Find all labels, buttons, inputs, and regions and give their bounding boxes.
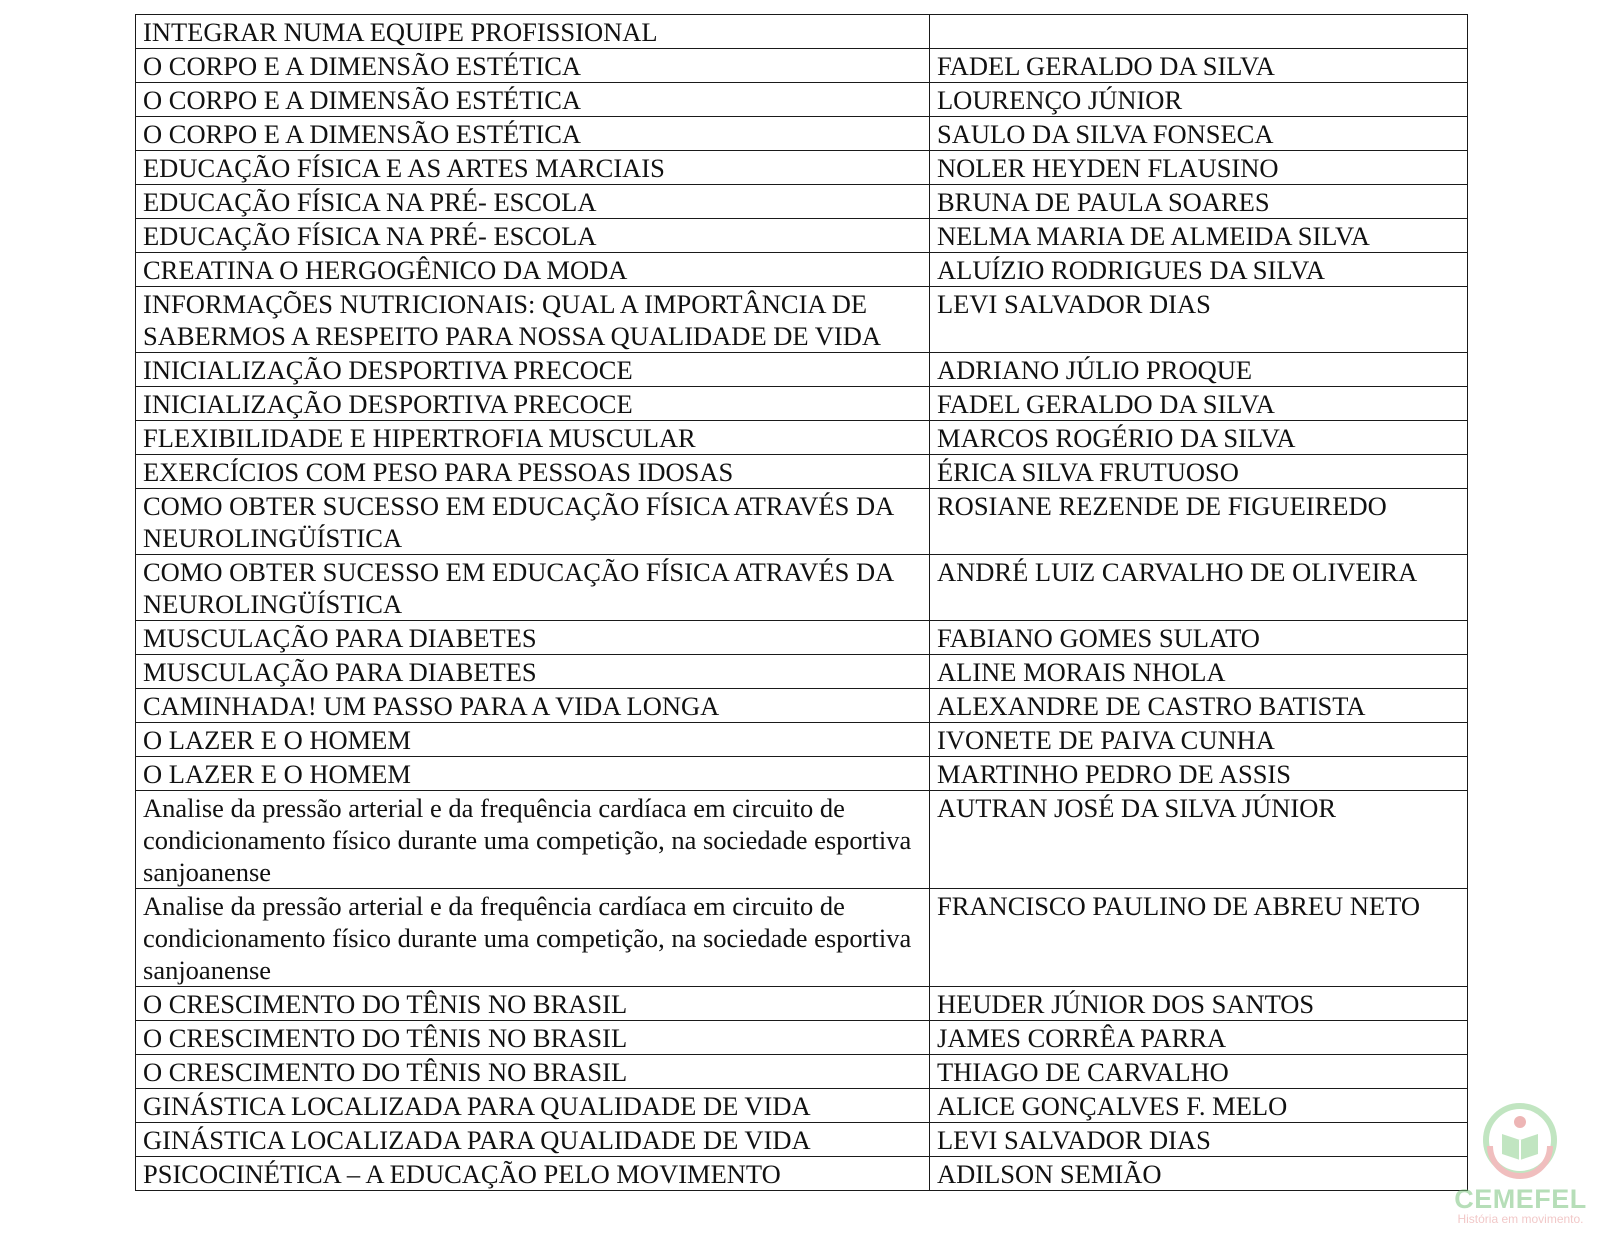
cell-title: O CORPO E A DIMENSÃO ESTÉTICA xyxy=(136,117,930,151)
table-row xyxy=(136,1021,1468,1055)
cell-title: EDUCAÇÃO FÍSICA E AS ARTES MARCIAIS xyxy=(136,151,930,185)
cell-author: FADEL GERALDO DA SILVA xyxy=(930,387,1468,421)
cell-author: FADEL GERALDO DA SILVA xyxy=(930,49,1468,83)
cell-title: INTEGRAR NUMA EQUIPE PROFISSIONAL xyxy=(136,15,930,49)
cell-title: O LAZER E O HOMEM xyxy=(136,757,930,791)
table-row xyxy=(136,791,1468,889)
cell-title: O LAZER E O HOMEM xyxy=(136,723,930,757)
cell-author: LEVI SALVADOR DIAS xyxy=(930,287,1468,353)
cell-author: HEUDER JÚNIOR DOS SANTOS xyxy=(930,987,1468,1021)
table-row xyxy=(136,489,1468,555)
watermark-name: CEMEFEL xyxy=(1454,1184,1587,1214)
cell-author: ALEXANDRE DE CASTRO BATISTA xyxy=(930,689,1468,723)
cell-title: INFORMAÇÕES NUTRICIONAIS: QUAL A IMPORTÂNCIA DE SABERMOS A RESPEITO PARA NOSSA QUALIDADE DE VIDA xyxy=(136,287,930,353)
cell-title: MUSCULAÇÃO PARA DIABETES xyxy=(136,655,930,689)
cell-author: LOURENÇO JÚNIOR xyxy=(930,83,1468,117)
cell-title: INICIALIZAÇÃO DESPORTIVA PRECOCE xyxy=(136,387,930,421)
table-row xyxy=(136,455,1468,489)
cell-author xyxy=(930,15,1468,49)
cell-title: EXERCÍCIOS COM PESO PARA PESSOAS IDOSAS xyxy=(136,455,930,489)
cell-author: FABIANO GOMES SULATO xyxy=(930,621,1468,655)
cell-title: O CRESCIMENTO DO TÊNIS NO BRASIL xyxy=(136,1021,930,1055)
cell-title: CAMINHADA! UM PASSO PARA A VIDA LONGA xyxy=(136,689,930,723)
cell-title: O CORPO E A DIMENSÃO ESTÉTICA xyxy=(136,83,930,117)
cell-author: ALUÍZIO RODRIGUES DA SILVA xyxy=(930,253,1468,287)
table-row xyxy=(136,723,1468,757)
table-row xyxy=(136,421,1468,455)
cell-title: Analise da pressão arterial e da frequência cardíaca em circuito de condicionamento físico durante uma competição, na sociedade esportiva sanjoanense xyxy=(136,889,930,987)
document-table xyxy=(135,14,1468,1191)
cell-author: IVONETE DE PAIVA CUNHA xyxy=(930,723,1468,757)
cell-author: ÉRICA SILVA FRUTUOSO xyxy=(930,455,1468,489)
cell-author: JAMES CORRÊA PARRA xyxy=(930,1021,1468,1055)
table-row xyxy=(136,621,1468,655)
table-row xyxy=(136,253,1468,287)
cemefel-watermark xyxy=(1448,1100,1593,1228)
cell-author: ALICE GONÇALVES F. MELO xyxy=(930,1089,1468,1123)
table-body xyxy=(136,15,1468,1191)
cell-author: AUTRAN JOSÉ DA SILVA JÚNIOR xyxy=(930,791,1468,889)
cell-title: Analise da pressão arterial e da frequência cardíaca em circuito de condicionamento físico durante uma competição, na sociedade esportiva sanjoanense xyxy=(136,791,930,889)
cell-author: ADILSON SEMIÃO xyxy=(930,1157,1468,1191)
book-reader-logo-icon xyxy=(1480,1100,1560,1180)
cell-author: ALINE MORAIS NHOLA xyxy=(930,655,1468,689)
table-row xyxy=(136,353,1468,387)
cell-author: NOLER HEYDEN FLAUSINO xyxy=(930,151,1468,185)
table-row xyxy=(136,83,1468,117)
table-row xyxy=(136,151,1468,185)
table-row xyxy=(136,387,1468,421)
cell-title: COMO OBTER SUCESSO EM EDUCAÇÃO FÍSICA ATRAVÉS DA NEUROLINGÜÍSTICA xyxy=(136,489,930,555)
table-row xyxy=(136,15,1468,49)
table-row xyxy=(136,1123,1468,1157)
cell-title: CREATINA O HERGOGÊNICO DA MODA xyxy=(136,253,930,287)
table-row xyxy=(136,219,1468,253)
cell-author: ADRIANO JÚLIO PROQUE xyxy=(930,353,1468,387)
table-row xyxy=(136,1089,1468,1123)
cell-title: GINÁSTICA LOCALIZADA PARA QUALIDADE DE VIDA xyxy=(136,1089,930,1123)
table-row xyxy=(136,689,1468,723)
cell-author: BRUNA DE PAULA SOARES xyxy=(930,185,1468,219)
cell-title: O CORPO E A DIMENSÃO ESTÉTICA xyxy=(136,49,930,83)
cell-author: FRANCISCO PAULINO DE ABREU NETO xyxy=(930,889,1468,987)
cell-title: MUSCULAÇÃO PARA DIABETES xyxy=(136,621,930,655)
cell-author: MARCOS ROGÉRIO DA SILVA xyxy=(930,421,1468,455)
cell-title: O CRESCIMENTO DO TÊNIS NO BRASIL xyxy=(136,987,930,1021)
cell-author: SAULO DA SILVA FONSECA xyxy=(930,117,1468,151)
cell-author: NELMA MARIA DE ALMEIDA SILVA xyxy=(930,219,1468,253)
cell-author: THIAGO DE CARVALHO xyxy=(930,1055,1468,1089)
table-row xyxy=(136,287,1468,353)
cell-title: PSICOCINÉTICA – A EDUCAÇÃO PELO MOVIMENTO xyxy=(136,1157,930,1191)
table-row xyxy=(136,1055,1468,1089)
table-row xyxy=(136,117,1468,151)
table-row xyxy=(136,49,1468,83)
cell-title: GINÁSTICA LOCALIZADA PARA QUALIDADE DE VIDA xyxy=(136,1123,930,1157)
cell-title: FLEXIBILIDADE E HIPERTROFIA MUSCULAR xyxy=(136,421,930,455)
cell-title: EDUCAÇÃO FÍSICA NA PRÉ- ESCOLA xyxy=(136,185,930,219)
cell-author: MARTINHO PEDRO DE ASSIS xyxy=(930,757,1468,791)
table-row xyxy=(136,889,1468,987)
table-row xyxy=(136,555,1468,621)
cell-author: ANDRÉ LUIZ CARVALHO DE OLIVEIRA xyxy=(930,555,1468,621)
table-row xyxy=(136,757,1468,791)
cell-author: ROSIANE REZENDE DE FIGUEIREDO xyxy=(930,489,1468,555)
watermark-tagline: História em movimento. xyxy=(1457,1212,1584,1226)
cell-title: COMO OBTER SUCESSO EM EDUCAÇÃO FÍSICA ATRAVÉS DA NEUROLINGÜÍSTICA xyxy=(136,555,930,621)
cell-title: INICIALIZAÇÃO DESPORTIVA PRECOCE xyxy=(136,353,930,387)
table-row xyxy=(136,655,1468,689)
cell-author: LEVI SALVADOR DIAS xyxy=(930,1123,1468,1157)
cell-title: EDUCAÇÃO FÍSICA NA PRÉ- ESCOLA xyxy=(136,219,930,253)
table-row xyxy=(136,185,1468,219)
cell-title: O CRESCIMENTO DO TÊNIS NO BRASIL xyxy=(136,1055,930,1089)
table-row xyxy=(136,987,1468,1021)
table-row xyxy=(136,1157,1468,1191)
